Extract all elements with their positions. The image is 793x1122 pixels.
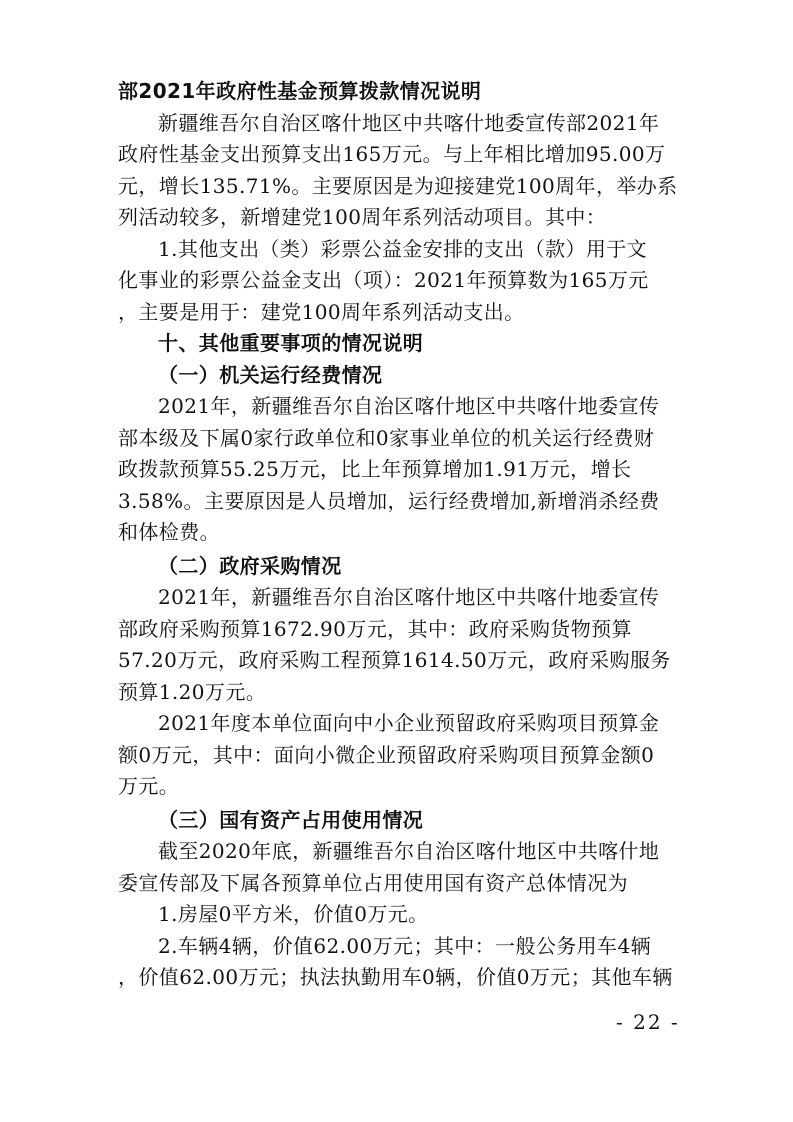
paragraph-line: 2021年度本单位面向中小企业预留政府采购项目预算金	[158, 711, 660, 735]
paragraph-line: 化事业的彩票公益金支出（项）：2021年预算数为165万元	[118, 268, 649, 292]
section-heading-other-matters: 十、其他重要事项的情况说明	[158, 331, 424, 355]
paragraph-line: 元，增长135.71%。主要原因是为迎接建党100周年，举办系	[118, 173, 678, 198]
paragraph-line: 额0万元，其中：面向小微企业预留政府采购项目预算金额0	[118, 742, 655, 767]
paragraph-line: 1.房屋0平方米，价值0万元。	[158, 902, 429, 926]
paragraph-line: 2.车辆4辆，价值62.00万元；其中：一般公务用车4辆	[158, 933, 651, 958]
paragraph-line: 1.其他支出（类）彩票公益金安排的支出（款）用于文	[158, 236, 648, 261]
paragraph-line: 万元。	[118, 774, 180, 798]
paragraph-line: 和体检费。	[118, 520, 220, 544]
paragraph-line: 部本级及下属0家行政单位和0家事业单位的机关运行经费财	[118, 425, 655, 450]
paragraph-line: 部政府采购预算1672.90万元，其中：政府采购货物预算	[118, 616, 632, 641]
subsection-title-state-assets: （三）国有资产占用使用情况	[158, 807, 424, 832]
paragraph-line: 2021年，新疆维吾尔自治区喀什地区中共喀什地委宣传	[158, 394, 660, 418]
paragraph-line: 委宣传部及下属各预算单位占用使用国有资产总体情况为	[118, 870, 628, 895]
document-body	[118, 76, 678, 994]
section-heading-fund-budget: 部2021年政府性基金预算拨款情况说明	[118, 79, 482, 103]
paragraph-line: 57.20万元，政府采购工程预算1614.50万元，政府采购服务	[118, 648, 671, 672]
paragraph-line: 预算1.20万元。	[118, 679, 267, 704]
paragraph-line: 2021年，新疆维吾尔自治区喀什地区中共喀什地委宣传	[158, 585, 660, 609]
paragraph-line: ，价值62.00万元；执法执勤用车0辆，价值0万元；其他车辆	[118, 965, 673, 989]
paragraph-line: 截至2020年底，新疆维吾尔自治区喀什地区中共喀什地	[158, 839, 660, 863]
subsection-title-procurement: （二）政府采购情况	[158, 553, 342, 578]
page-number: - 22 -	[616, 1010, 680, 1034]
paragraph-line: 列活动较多，新增建党100周年系列活动项目。其中：	[118, 205, 607, 229]
paragraph-line: 政拨款预算55.25万元，比上年预算增加1.91万元，增长	[118, 457, 632, 481]
paragraph-line: 3.58%。主要原因是人员增加，运行经费增加,新增消杀经费	[118, 488, 660, 513]
paragraph-line: 政府性基金支出预算支出165万元。与上年相比增加95.00万	[118, 142, 666, 166]
subsection-title-operating-costs: （一）机关运行经费情况	[158, 362, 383, 387]
paragraph-line: 新疆维吾尔自治区喀什地区中共喀什地委宣传部2021年	[158, 110, 660, 135]
paragraph-line: ，主要是用于：建党100周年系列活动支出。	[118, 299, 525, 324]
